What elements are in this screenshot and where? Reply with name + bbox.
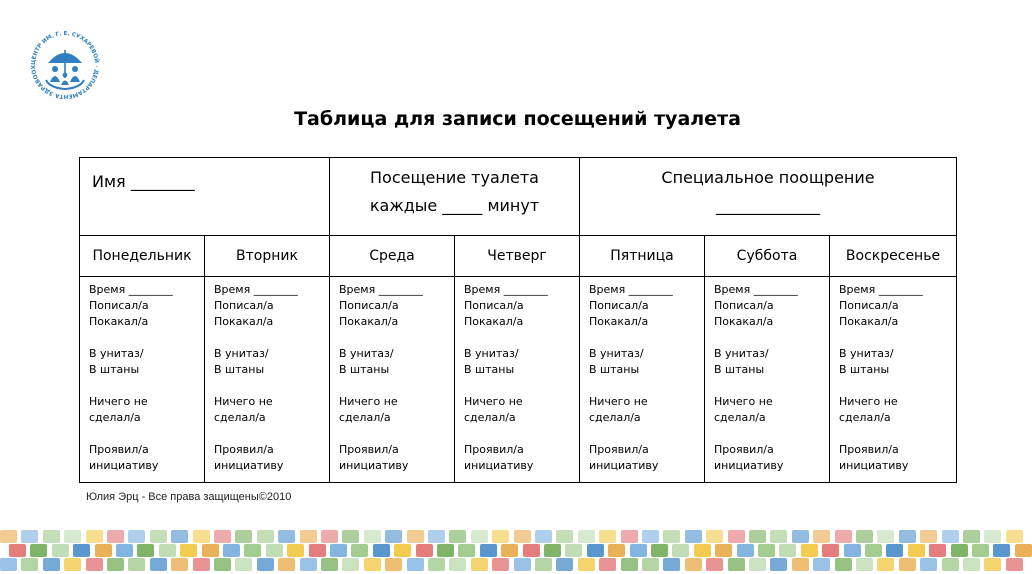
initiative-option-line1: Проявил/а <box>589 443 649 456</box>
days-row <box>80 236 957 277</box>
day-entry-cell <box>455 277 580 483</box>
day-entry-cell <box>330 277 455 483</box>
decorative-tile <box>385 558 402 571</box>
decorative-tile <box>822 544 839 557</box>
decorative-tile <box>813 558 830 571</box>
decorative-tile <box>920 558 937 571</box>
decorative-tile <box>458 544 475 557</box>
decorative-tile <box>984 558 1001 571</box>
decorative-tile <box>244 544 261 557</box>
pooped-option: Покакал/а <box>839 315 899 328</box>
decorative-tile <box>963 530 980 543</box>
decorative-tile <box>663 530 680 543</box>
decorative-tile <box>523 544 540 557</box>
decorative-tile <box>137 544 154 557</box>
decorative-tile <box>471 530 488 543</box>
decorative-tile <box>235 558 252 571</box>
pants-option: В штаны <box>464 363 515 376</box>
worksheet <box>79 104 956 472</box>
nothing-option-line2: сделал/а <box>589 411 641 424</box>
decorative-tile <box>394 544 411 557</box>
decorative-tile <box>749 558 766 571</box>
initiative-option-line2: инициативу <box>839 459 909 472</box>
decorative-tile <box>951 544 968 557</box>
decorative-tile <box>9 544 26 557</box>
family-umbrella-seal-icon <box>26 26 104 104</box>
decorative-tile <box>321 558 338 571</box>
decorative-tile <box>107 530 124 543</box>
decorative-tile <box>694 544 711 557</box>
decorative-tile <box>728 530 745 543</box>
table-header-row <box>80 158 957 236</box>
decorative-tile <box>651 544 668 557</box>
decorative-tile <box>150 530 167 543</box>
decorative-tile <box>235 530 252 543</box>
decorative-tile <box>685 558 702 571</box>
decorative-tile <box>416 544 433 557</box>
initiative-option-line1: Проявил/а <box>839 443 899 456</box>
decorative-tile <box>21 558 38 571</box>
decorative-tile <box>52 544 69 557</box>
decorative-tile <box>801 544 818 557</box>
decorative-tile <box>929 544 946 557</box>
decorative-tile <box>159 544 176 557</box>
nothing-option-line2: сделал/а <box>839 411 891 424</box>
decorative-tile <box>578 530 595 543</box>
decorative-tile <box>449 558 466 571</box>
decorative-tile <box>835 530 852 543</box>
day-wednesday: Среда <box>330 236 455 277</box>
decorative-tile <box>715 544 732 557</box>
pants-option: В штаны <box>714 363 765 376</box>
visit-interval-label: Посещение туалета <box>370 168 539 187</box>
peed-option: Пописал/а <box>89 299 149 312</box>
initiative-option-line2: инициативу <box>714 459 784 472</box>
decorative-tile <box>835 558 852 571</box>
peed-option: Пописал/а <box>464 299 524 312</box>
decorative-tile <box>501 544 518 557</box>
toilet-option: В унитаз/ <box>839 347 894 360</box>
decorative-tile <box>214 558 231 571</box>
decorative-tile <box>171 558 188 571</box>
nothing-option-line1: Ничего не <box>339 395 398 408</box>
decorative-tile <box>449 530 466 543</box>
decorative-tile <box>30 544 47 557</box>
decorative-tile <box>984 530 1001 543</box>
decorative-tile <box>1006 530 1023 543</box>
decorative-tile <box>214 530 231 543</box>
decorative-tile <box>1006 558 1023 571</box>
decorative-tile <box>492 530 509 543</box>
time-field: Время ________ <box>589 283 673 296</box>
nothing-option-line2: сделал/а <box>464 411 516 424</box>
copyright-footer: Юлия Эрц - Все права защищены©2010 <box>86 491 292 503</box>
decorative-tile <box>865 544 882 557</box>
decorative-tile <box>223 544 240 557</box>
decorative-tile <box>544 544 561 557</box>
decorative-tile <box>599 530 616 543</box>
day-entry-cell <box>205 277 330 483</box>
decorative-tile <box>899 558 916 571</box>
decorative-tile <box>758 544 775 557</box>
decorative-tile <box>942 530 959 543</box>
visit-interval-blank: каждые _____ минут <box>369 196 540 215</box>
decorative-tile <box>428 530 445 543</box>
pants-option: В штаны <box>89 363 140 376</box>
nothing-option-line1: Ничего не <box>464 395 523 408</box>
decorative-tile-border <box>0 530 1024 574</box>
decorative-tile <box>73 544 90 557</box>
toilet-option: В унитаз/ <box>589 347 644 360</box>
decorative-tile <box>0 530 17 543</box>
decorative-tile <box>877 558 894 571</box>
name-field: Имя ________ <box>80 158 330 236</box>
decorative-tile <box>642 530 659 543</box>
entries-row <box>80 277 957 483</box>
pooped-option: Покакал/а <box>714 315 774 328</box>
decorative-tile <box>963 558 980 571</box>
pooped-option: Покакал/а <box>589 315 649 328</box>
peed-option: Пописал/а <box>714 299 774 312</box>
decorative-tile <box>877 530 894 543</box>
decorative-tile <box>792 558 809 571</box>
initiative-option-line1: Проявил/а <box>339 443 399 456</box>
nothing-option-line1: Ничего не <box>214 395 273 408</box>
day-saturday: Суббота <box>705 236 830 277</box>
decorative-tile <box>321 530 338 543</box>
decorative-tile <box>672 544 689 557</box>
initiative-option-line2: инициативу <box>589 459 659 472</box>
center-logo <box>26 26 104 104</box>
nothing-option-line1: Ничего не <box>839 395 898 408</box>
decorative-tile <box>428 558 445 571</box>
decorative-tile <box>373 544 390 557</box>
initiative-option-line1: Проявил/а <box>214 443 274 456</box>
attendance-table <box>79 157 957 483</box>
decorative-tile <box>202 544 219 557</box>
time-field: Время ________ <box>89 283 173 296</box>
nothing-option-line2: сделал/а <box>214 411 266 424</box>
pants-option: В штаны <box>214 363 265 376</box>
toilet-option: В унитаз/ <box>339 347 394 360</box>
decorative-tile <box>180 544 197 557</box>
decorative-tile <box>630 544 647 557</box>
decorative-tile <box>407 530 424 543</box>
decorative-tile <box>899 530 916 543</box>
decorative-tile <box>86 558 103 571</box>
initiative-option-line2: инициативу <box>464 459 534 472</box>
logo-ring-text: ЦЕНТР ИМ. Г. Е. СУХАРЕВОЙ · ДЕПАРТАМЕНТА ЗДРАВООХ <box>30 30 100 100</box>
pooped-option: Покакал/а <box>339 315 399 328</box>
decorative-tile <box>257 530 274 543</box>
decorative-tile <box>886 544 903 557</box>
initiative-option-line1: Проявил/а <box>464 443 524 456</box>
decorative-tile <box>342 530 359 543</box>
decorative-tile <box>95 544 112 557</box>
decorative-tile <box>480 544 497 557</box>
decorative-tile <box>128 530 145 543</box>
nothing-option-line2: сделал/а <box>339 411 391 424</box>
initiative-option-line1: Проявил/а <box>714 443 774 456</box>
decorative-tile <box>21 530 38 543</box>
decorative-tile <box>492 558 509 571</box>
day-entry-cell <box>705 277 830 483</box>
decorative-tile <box>535 530 552 543</box>
decorative-tile <box>770 530 787 543</box>
toilet-option: В унитаз/ <box>464 347 519 360</box>
decorative-tile <box>856 530 873 543</box>
day-friday: Пятница <box>580 236 705 277</box>
time-field: Время ________ <box>214 283 298 296</box>
time-field: Время ________ <box>464 283 548 296</box>
decorative-tile <box>471 558 488 571</box>
visit-interval-field <box>330 158 580 236</box>
initiative-option-line2: инициативу <box>89 459 159 472</box>
decorative-tile <box>856 558 873 571</box>
decorative-tile <box>972 544 989 557</box>
decorative-tile <box>792 530 809 543</box>
decorative-tile <box>364 558 381 571</box>
day-entry-cell <box>830 277 957 483</box>
decorative-tile <box>621 558 638 571</box>
decorative-tile <box>64 530 81 543</box>
pooped-option: Покакал/а <box>464 315 524 328</box>
pants-option: В штаны <box>839 363 890 376</box>
decorative-tile <box>608 544 625 557</box>
peed-option: Пописал/а <box>339 299 399 312</box>
decorative-tile <box>706 558 723 571</box>
day-monday: Понедельник <box>80 236 205 277</box>
special-reward-blank: _____________ <box>716 196 820 215</box>
decorative-tile <box>920 530 937 543</box>
decorative-tile <box>770 558 787 571</box>
toilet-option: В унитаз/ <box>89 347 144 360</box>
decorative-tile <box>556 530 573 543</box>
peed-option: Пописал/а <box>589 299 649 312</box>
decorative-tile <box>0 558 17 571</box>
decorative-tile <box>364 530 381 543</box>
decorative-tile <box>43 530 60 543</box>
decorative-tile <box>278 558 295 571</box>
initiative-option-line2: инициативу <box>339 459 409 472</box>
pants-option: В штаны <box>339 363 390 376</box>
decorative-tile <box>300 558 317 571</box>
decorative-tile <box>86 530 103 543</box>
decorative-tile <box>64 558 81 571</box>
nothing-option-line2: сделал/а <box>714 411 766 424</box>
decorative-tile <box>342 558 359 571</box>
decorative-tile <box>844 544 861 557</box>
decorative-tile <box>578 558 595 571</box>
decorative-tile <box>385 530 402 543</box>
decorative-tile <box>642 558 659 571</box>
pooped-option: Покакал/а <box>214 315 274 328</box>
decorative-tile <box>942 558 959 571</box>
decorative-tile <box>407 558 424 571</box>
decorative-tile <box>266 544 283 557</box>
time-field: Время ________ <box>339 283 423 296</box>
time-field: Время ________ <box>714 283 798 296</box>
pants-option: В штаны <box>589 363 640 376</box>
decorative-tile <box>779 544 796 557</box>
day-tuesday: Вторник <box>205 236 330 277</box>
nothing-option-line1: Ничего не <box>89 395 148 408</box>
time-field: Время ________ <box>839 283 923 296</box>
day-entry-cell <box>80 277 205 483</box>
day-entry-cell <box>580 277 705 483</box>
decorative-tile <box>535 558 552 571</box>
decorative-tile <box>599 558 616 571</box>
toilet-option: В унитаз/ <box>214 347 269 360</box>
decorative-tile <box>621 530 638 543</box>
decorative-tile <box>351 544 368 557</box>
pooped-option: Покакал/а <box>89 315 149 328</box>
decorative-tile <box>171 530 188 543</box>
decorative-tile <box>556 558 573 571</box>
decorative-tile <box>300 530 317 543</box>
initiative-option-line1: Проявил/а <box>89 443 149 456</box>
special-reward-field <box>580 158 957 236</box>
decorative-tile <box>437 544 454 557</box>
decorative-tile <box>330 544 347 557</box>
day-sunday: Воскресенье <box>830 236 957 277</box>
decorative-tile <box>116 544 133 557</box>
decorative-tile <box>128 558 145 571</box>
decorative-tile <box>993 544 1010 557</box>
decorative-tile <box>685 530 702 543</box>
decorative-tile <box>287 544 304 557</box>
decorative-tile <box>728 558 745 571</box>
decorative-tile <box>150 558 167 571</box>
decorative-tile <box>193 558 210 571</box>
decorative-tile <box>663 558 680 571</box>
decorative-tile <box>514 558 531 571</box>
decorative-tile <box>908 544 925 557</box>
decorative-tile <box>107 558 124 571</box>
initiative-option-line2: инициативу <box>214 459 284 472</box>
decorative-tile <box>1015 544 1032 557</box>
decorative-tile <box>813 530 830 543</box>
special-reward-label: Специальное поощрение <box>661 168 875 187</box>
peed-option: Пописал/а <box>839 299 899 312</box>
decorative-tile <box>309 544 326 557</box>
decorative-tile <box>257 558 274 571</box>
decorative-tile <box>737 544 754 557</box>
nothing-option-line1: Ничего не <box>589 395 648 408</box>
decorative-tile <box>749 530 766 543</box>
decorative-tile <box>587 544 604 557</box>
peed-option: Пописал/а <box>214 299 274 312</box>
nothing-option-line1: Ничего не <box>714 395 773 408</box>
nothing-option-line2: сделал/а <box>89 411 141 424</box>
decorative-tile <box>706 530 723 543</box>
worksheet-title: Таблица для записи посещений туалета <box>294 108 741 130</box>
day-thursday: Четверг <box>455 236 580 277</box>
decorative-tile <box>278 530 295 543</box>
decorative-tile <box>43 558 60 571</box>
decorative-tile <box>514 530 531 543</box>
toilet-option: В унитаз/ <box>714 347 769 360</box>
decorative-tile <box>565 544 582 557</box>
decorative-tile <box>193 530 210 543</box>
